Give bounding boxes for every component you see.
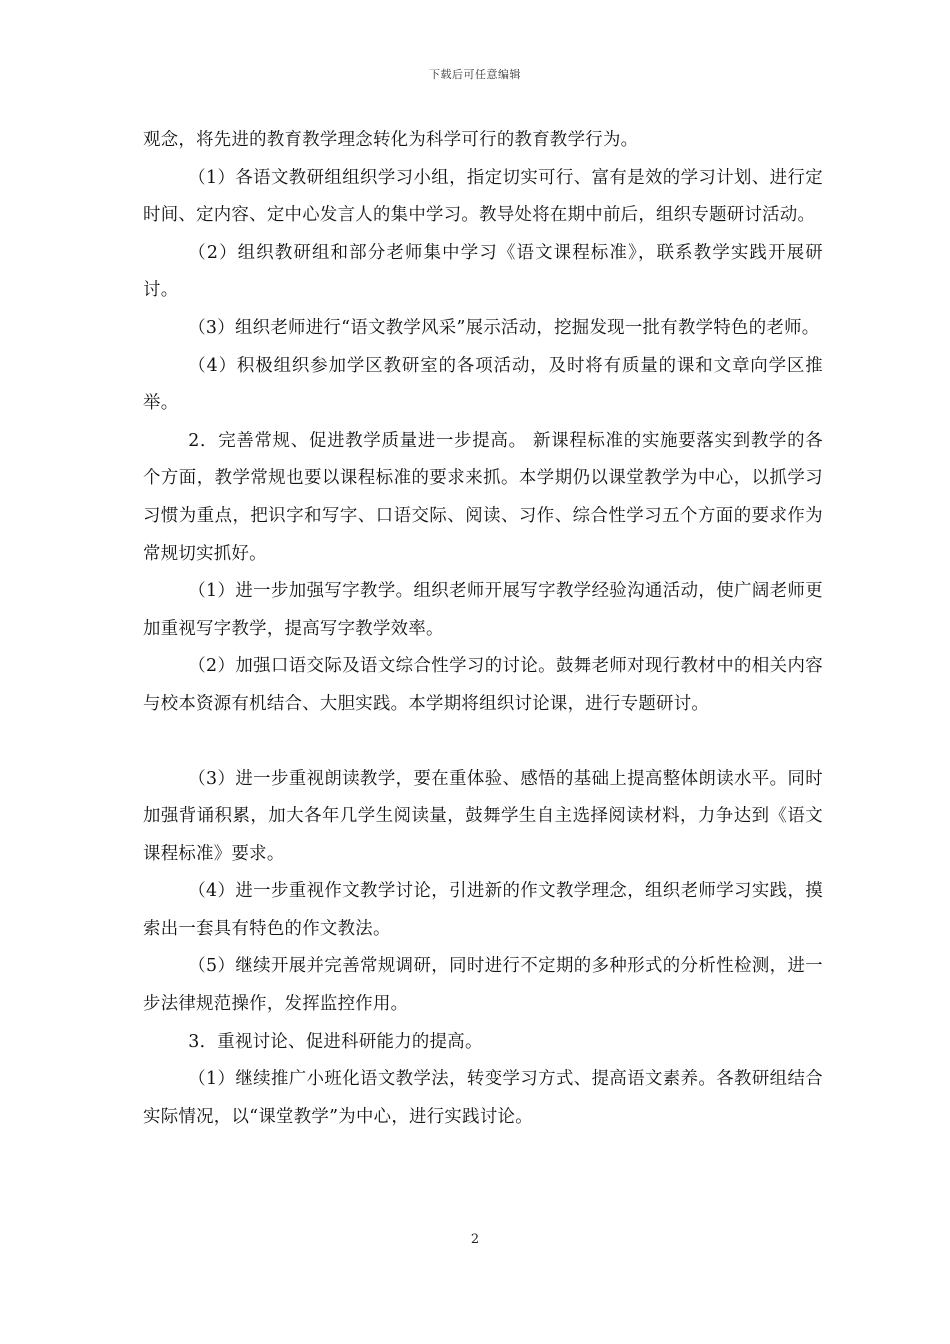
paragraph: （4）积极组织参加学区教研室的各项活动，及时将有质量的课和文章向学区推举。 bbox=[143, 355, 823, 414]
section-heading-paragraph: 2．完善常规、促进教学质量进一步提高。 新课程标准的实施要落实到教学的各个方面，教学常规也要以课程标准的要求来抓。本学期仍以课堂教学为中心，以抓学习习惯为重点，把识字和写字、口语交际、阅读、习作、综合性学习五个方面的要求作为常规切实抓好。 bbox=[143, 430, 823, 564]
page-header: 下载后可任意编辑 bbox=[429, 68, 521, 81]
paragraph: （4）进一步重视作文教学讨论，引进新的作文教学理念，组织老师学习实践，摸索出一套具有特色的作文教法。 bbox=[143, 881, 823, 939]
paragraph: （1）各语文教研组组织学习小组，指定切实可行、富有是效的学习计划、进行定时间、定内容、定中心发言人的集中学习。教导处将在期中前后，组织专题研讨活动。 bbox=[143, 167, 823, 226]
paragraph: （3）组织老师进行“语文教学风采”展示活动，挖掘发现一批有教学特色的老师。 bbox=[188, 317, 820, 338]
paragraph: （1）进一步加强写字教学。组织老师开展写字教学经验沟通活动，使广阔老师更加重视写字教学，提高写字教学效率。 bbox=[143, 581, 823, 639]
paragraph: （1）继续推广小班化语文教学法，转变学习方式、提高语文素养。各教研组结合实际情况，以“课堂教学”为中心，进行实践讨论。 bbox=[143, 1069, 823, 1127]
section-heading-paragraph: 3．重视讨论、促进科研能力的提高。 bbox=[188, 1031, 483, 1052]
paragraph: （5）继续开展并完善常规调研，同时进行不定期的多种形式的分析性检测，进一步法律规范操作，发挥监控作用。 bbox=[143, 956, 823, 1015]
document-body bbox=[143, 122, 823, 1136]
paragraph: （3）进一步重视朗读教学，要在重体验、感悟的基础上提高整体朗读水平。同时加强背诵积累，加大各年几学生阅读量，鼓舞学生自主选择阅读材料，力争达到《语文课程标准》要求。 bbox=[143, 768, 823, 864]
paragraph: （2）加强口语交际及语文综合性学习的讨论。鼓舞老师对现行教材中的相关内容与校本资源有机结合、大胆实践。本学期将组织讨论课，进行专题研讨。 bbox=[143, 656, 823, 714]
paragraph: （2）组织教研组和部分老师集中学习《语文课程标准》，联系教学实践开展研讨。 bbox=[143, 242, 823, 301]
paragraph: 观念，将先进的教育教学理念转化为科学可行的教育教学行为。 bbox=[143, 130, 639, 150]
page-number: 2 bbox=[470, 1232, 480, 1247]
